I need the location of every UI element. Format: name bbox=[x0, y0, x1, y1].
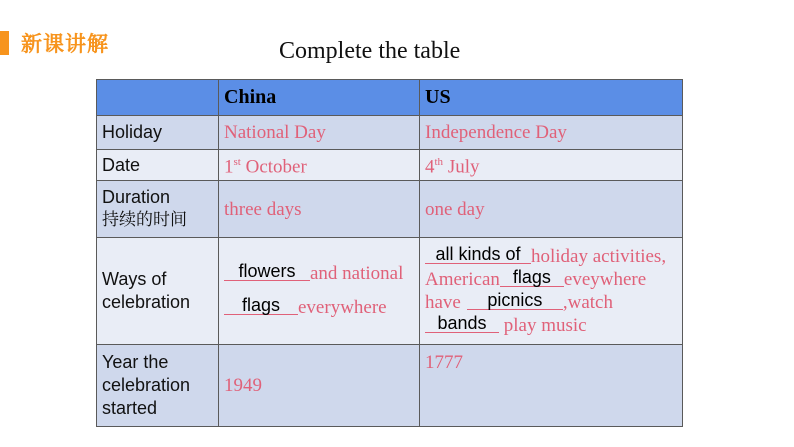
china-date-ordinal: st bbox=[233, 156, 241, 169]
us-year: 1777 bbox=[420, 345, 683, 427]
row-label-ways bbox=[97, 238, 219, 345]
us-ways-text-3: eveywhere bbox=[563, 269, 647, 290]
table-row-ways bbox=[97, 238, 683, 345]
header-empty-cell bbox=[97, 80, 219, 116]
ways-label-line2: celebration bbox=[102, 292, 191, 312]
table-row-year bbox=[97, 345, 683, 427]
us-ways-text-2: American bbox=[425, 269, 500, 290]
us-ways-text-1: holiday activities, bbox=[531, 246, 667, 267]
us-ways bbox=[420, 238, 683, 345]
china-duration: three days bbox=[219, 181, 420, 238]
section-title: 新课讲解 bbox=[21, 32, 109, 56]
china-date-day: 1 bbox=[224, 156, 234, 178]
us-ways-blank-2: flags bbox=[500, 268, 564, 287]
us-ways-text-6: play music bbox=[499, 315, 587, 336]
china-ways bbox=[219, 238, 420, 345]
year-label-line2: celebration bbox=[102, 375, 191, 395]
us-ways-text-5: ,watch bbox=[562, 292, 613, 313]
duration-label-cn: 持续的时间 bbox=[102, 210, 187, 230]
china-ways-blank-2: flags bbox=[224, 296, 298, 315]
table-header-row bbox=[97, 80, 683, 116]
section-accent-bar bbox=[0, 31, 9, 55]
table-row-duration bbox=[97, 181, 683, 238]
china-holiday: National Day bbox=[219, 116, 420, 150]
china-date bbox=[219, 150, 420, 181]
china-ways-blank-1: flowers bbox=[224, 262, 310, 281]
table-row-date bbox=[97, 150, 683, 181]
us-duration: one day bbox=[420, 181, 683, 238]
us-date-month: July bbox=[443, 156, 480, 178]
us-ways-text-4: have bbox=[425, 292, 461, 313]
header-china: China bbox=[219, 80, 420, 116]
year-label-line1: Year the bbox=[102, 352, 169, 372]
ways-label-line1: Ways of bbox=[102, 269, 167, 289]
header-us: US bbox=[420, 80, 683, 116]
china-year: 1949 bbox=[219, 345, 420, 427]
holiday-comparison-table bbox=[96, 79, 683, 427]
us-date-ordinal: th bbox=[434, 156, 444, 169]
china-ways-text-1: and national bbox=[310, 263, 404, 284]
row-label-duration bbox=[97, 181, 219, 238]
china-ways-text-2: everywhere bbox=[298, 297, 387, 318]
table-row-holiday bbox=[97, 116, 683, 150]
row-label-date: Date bbox=[97, 150, 219, 181]
us-date-day: 4 bbox=[425, 156, 435, 178]
us-ways-blank-1: all kinds of bbox=[425, 245, 531, 264]
us-date bbox=[420, 150, 683, 181]
row-label-holiday: Holiday bbox=[97, 116, 219, 150]
page-title: Complete the table bbox=[279, 38, 461, 64]
us-ways-blank-4: bands bbox=[425, 314, 499, 333]
duration-label-en: Duration bbox=[102, 187, 171, 207]
row-label-year bbox=[97, 345, 219, 427]
china-date-month: October bbox=[240, 156, 307, 178]
year-label-line3: started bbox=[102, 398, 158, 418]
us-ways-blank-3: picnics bbox=[467, 291, 563, 310]
us-holiday: Independence Day bbox=[420, 116, 683, 150]
